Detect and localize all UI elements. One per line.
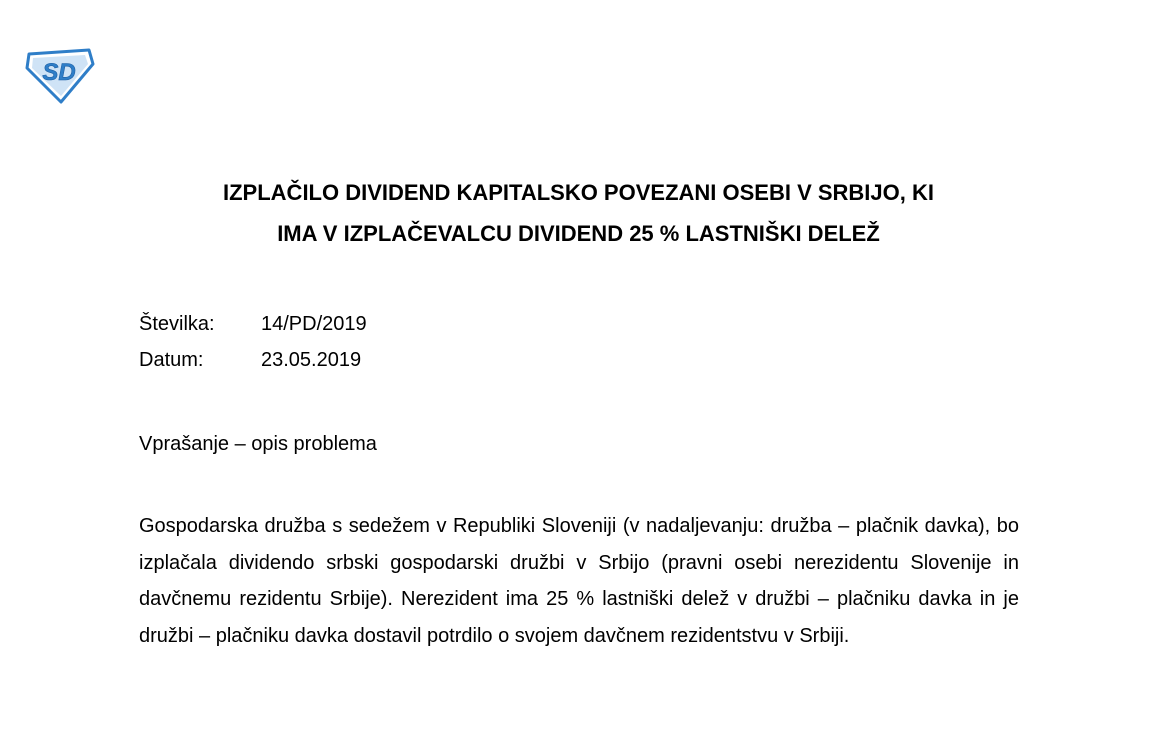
number-label: Številka:: [139, 313, 215, 335]
date-value: 23.05.2019: [261, 349, 362, 371]
title-line-2: IMA V IZPLAČEVALCU DIVIDEND 25 % LASTNIŠKI DELEŽ: [277, 221, 880, 246]
date-label: Datum:: [139, 349, 204, 371]
body-paragraph: Gospodarska družba s sedežem v Republiki Sloveniji (v nadaljevanju: družba – plačnik davka), bo izplačala dividendo srbski gospodarski družbi v Srbijo (pravni osebi nerezidentu Slovenije in davčnemu rezidentu Srbije). Nerezident ima 25 % lastniški delež v družbi – plačniku davka in je družbi – plačniku davka dostavil potrdilo o svojem davčnem rezidentstvu v Srbiji.: [139, 515, 1019, 647]
document-meta: [139, 313, 367, 385]
number-value: 14/PD/2019: [261, 313, 367, 335]
meta-date-row: [139, 349, 367, 385]
section-heading: Vprašanje – opis problema: [139, 433, 377, 455]
document-title: [0, 172, 1157, 254]
meta-number-row: [139, 313, 367, 349]
logo-text: SD: [42, 59, 76, 86]
sd-shield-logo-icon: [21, 46, 97, 104]
title-line-1: IZPLAČILO DIVIDEND KAPITALSKO POVEZANI OSEBI V SRBIJO, KI: [223, 180, 934, 205]
